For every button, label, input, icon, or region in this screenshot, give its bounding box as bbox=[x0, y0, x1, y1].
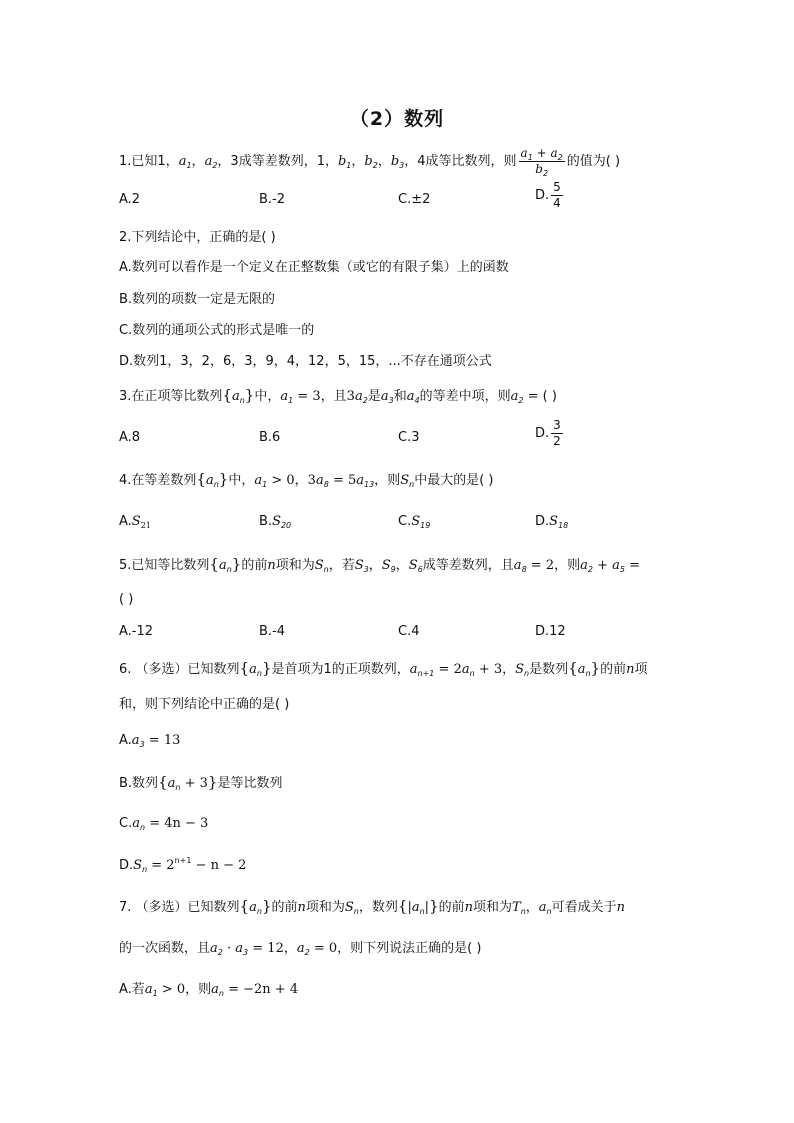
option-c[interactable]: C.3 bbox=[398, 430, 420, 445]
question-2-option-d[interactable]: D.数列1，3，2，6，3，9，4，12，5，15，...不存在通项公式 bbox=[119, 354, 492, 369]
option-b[interactable]: B.6 bbox=[259, 430, 281, 445]
question-5-options bbox=[119, 622, 679, 650]
question-3-stem: 3.在正项等比数列$\{a_n\}$中，$a_1 = 3$，且$3a_2$是$a_3$和$a_4$的等差中项，则$a_2$ = ( ) bbox=[119, 386, 557, 405]
fraction: $\frac{a_1 + a_2}{b_2}$ bbox=[520, 146, 563, 178]
question-6-option-a[interactable]: $A.a_3 = 13$ bbox=[119, 733, 181, 749]
page-title: （2）数列 bbox=[349, 108, 445, 130]
question-4-options bbox=[119, 512, 679, 540]
question-3-options bbox=[119, 418, 679, 456]
question-4-stem: 4.在等差数列$\{a_n\}$中，$a_1 > 0$，$3a_8 = 5a_{13}$，则$S_n$中最大的是( ) bbox=[119, 470, 494, 489]
question-6-option-c[interactable]: $C.a_n = 4n - 3$ bbox=[119, 816, 209, 832]
option-d[interactable]: D. $\frac{3}{2}$ bbox=[535, 418, 561, 448]
question-6-stem-line2: 和，则下列结论中正确的是( ) bbox=[119, 697, 290, 712]
option-a[interactable]: $A.S_{21}$ bbox=[119, 514, 151, 530]
option-c[interactable]: $C.S_{19}$ bbox=[398, 514, 431, 530]
option-b[interactable]: B.-2 bbox=[259, 192, 286, 207]
option-d[interactable]: $D.S_{18}$ bbox=[535, 514, 569, 530]
question-6-option-b[interactable]: B.数列$\{a_n + 3\}$是等比数列 bbox=[119, 773, 283, 792]
question-5-stem-line2: ( ) bbox=[119, 592, 134, 607]
question-2-option-a[interactable]: A.数列可以看作是一个定义在正整数集（或它的有限子集）上的函数 bbox=[119, 260, 509, 275]
option-d[interactable]: D.12 bbox=[535, 624, 566, 639]
option-a[interactable]: A.2 bbox=[119, 192, 141, 207]
question-7-stem: 7. （多选）已知数列$\{a_n\}$的前n项和为$S_n$，数列$\{|a_n|\}$的前n项和为$T_n$，$a_n$可看成关于n bbox=[119, 897, 626, 916]
question-6-option-d[interactable]: $D.S_n = 2^{n+1} - n - 2$ bbox=[119, 856, 247, 874]
question-2-option-b[interactable]: B.数列的项数一定是无限的 bbox=[119, 292, 276, 307]
option-b[interactable]: $B.S_{20}$ bbox=[259, 514, 292, 530]
question-7-stem-line2: 的一次函数，且$a_2 \cdot a_3 = 12$，$a_2 = 0$，则下列说法正确的是( ) bbox=[119, 941, 482, 957]
question-1-stem: 1.已知1，$a_1$，$a_2$，3成等差数列，1，$b_1$，$b_2$，$b_3$，4成等比数列，则 $\frac{a_1 + a_2}{b_2}$ 的值为( ) bbox=[119, 146, 621, 178]
option-c[interactable]: C.4 bbox=[398, 624, 420, 639]
option-b[interactable]: B.-4 bbox=[259, 624, 286, 639]
question-2-stem: 2.下列结论中，正确的是( ) bbox=[119, 230, 276, 245]
question-1-options bbox=[119, 180, 679, 218]
option-a[interactable]: A.8 bbox=[119, 430, 141, 445]
option-d[interactable]: D. $\frac{5}{4}$ bbox=[535, 180, 561, 210]
option-a[interactable]: A.-12 bbox=[119, 624, 154, 639]
question-2-option-c[interactable]: C.数列的通项公式的形式是唯一的 bbox=[119, 323, 315, 338]
option-c[interactable]: C.±2 bbox=[398, 192, 431, 207]
question-7-option-a[interactable]: A.若$a_1 > 0$，则$a_n = -2n + 4$ bbox=[119, 982, 299, 998]
question-6-stem: 6. （多选）已知数列$\{a_n\}$是首项为1的正项数列，$a_{n+1} = 2a_n + 3$，$S_n$是数列$\{a_n\}$的前n项 bbox=[119, 659, 648, 678]
question-5-stem: 5.已知等比数列$\{a_n\}$的前n项和为$S_n$，若$S_3$，$S_9$，$S_6$成等差数列，且$a_8 = 2$，则$a_2 + a_5$ = bbox=[119, 555, 641, 574]
